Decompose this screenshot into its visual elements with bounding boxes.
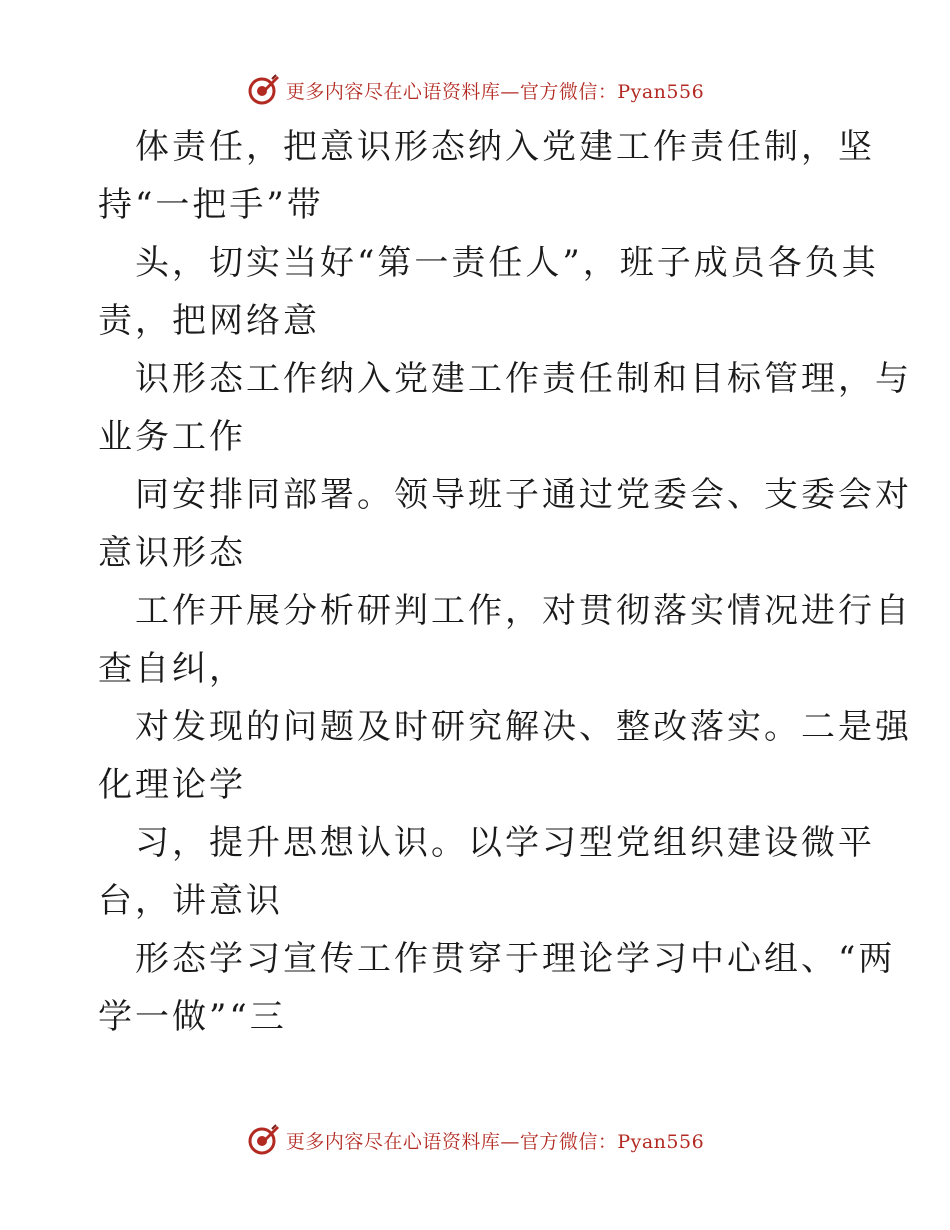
body-text-line: 工作开展分析研判工作，对贯彻落实情况进行自 [135, 591, 912, 631]
document-body [98, 118, 912, 1046]
body-text-line: 业务工作 [98, 417, 246, 457]
body-text-line: 学一做”“三 [98, 997, 287, 1037]
body-text-line: 形态学习宣传工作贯穿于理论学习中心组、“两 [135, 939, 896, 979]
body-text-line: 持“一把手”带 [98, 185, 324, 225]
footer-banner-text: 更多内容尽在心语资料库—官方微信：Pyan556 [285, 1130, 705, 1153]
body-text-line: 同安排同部署。领导班子通过党委会、支委会对 [135, 475, 912, 515]
body-text-line: 台，讲意识 [98, 881, 283, 921]
body-text-line: 对发现的问题及时研究解决、整改落实。二是强 [135, 707, 912, 747]
body-text-line: 意识形态 [98, 533, 246, 573]
body-text-line: 头，切实当好“第一责任人”，班子成员各负其 [135, 243, 879, 283]
body-text-line: 化理论学 [98, 765, 246, 805]
body-text-line: 识形态工作纳入党建工作责任制和目标管理，与 [135, 359, 912, 399]
body-text-line: 查自纠， [98, 649, 246, 689]
header-banner [0, 70, 950, 110]
body-text-line: 责，把网络意 [98, 301, 320, 341]
body-text-line: 习，提升思想认识。以学习型党组织建设微平 [135, 823, 875, 863]
footer-banner [0, 1120, 950, 1160]
quill-seal-icon [246, 1123, 280, 1157]
body-text-line: 体责任，把意识形态纳入党建工作责任制，坚 [135, 127, 875, 167]
quill-seal-icon [246, 73, 280, 107]
header-banner-text: 更多内容尽在心语资料库—官方微信：Pyan556 [285, 80, 705, 103]
